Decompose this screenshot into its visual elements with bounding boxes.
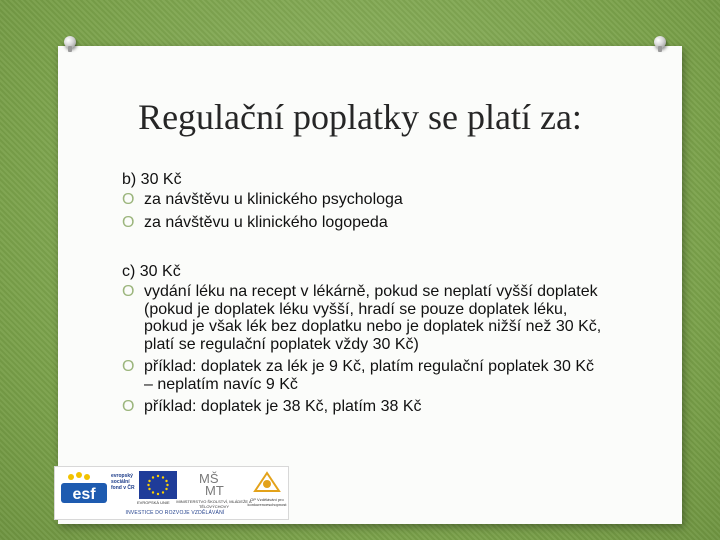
op-vk-logo-icon xyxy=(251,469,283,495)
bullet-icon: O xyxy=(122,398,135,415)
bullet-icon: O xyxy=(122,191,135,208)
section-c-heading: c) 30 Kč xyxy=(122,263,181,280)
svg-text:MT: MT xyxy=(205,483,224,497)
funding-logos-strip xyxy=(54,466,289,520)
list-item-text: příklad: doplatek za lék je 9 Kč, platím regulační poplatek 30 Kč – neplatím navíc 9 Kč xyxy=(144,358,595,393)
list-item xyxy=(122,398,602,416)
list-item xyxy=(122,283,602,353)
list-item-text: za návštěvu u klinického psychologa xyxy=(144,191,403,208)
esf-text: evropský sociální fond v ČR xyxy=(111,473,135,491)
bullet-icon: O xyxy=(122,283,135,300)
bullet-icon: O xyxy=(122,213,135,231)
svg-text:MŠ: MŠ xyxy=(199,471,219,486)
msmt-caption: MINISTERSTVO ŠKOLSTVÍ, MLÁDEŽE A TĚLOVÝCHOVY xyxy=(176,499,252,509)
eu-caption: EVROPSKÁ UNIE xyxy=(137,500,170,505)
slide-title: Regulační poplatky se platí za: xyxy=(138,97,582,137)
right-pushpin-icon xyxy=(652,36,668,54)
list-item xyxy=(122,191,602,209)
section-c-list xyxy=(122,283,602,416)
investment-band: INVESTICE DO ROZVOJE VZDĚLÁVÁNÍ xyxy=(125,510,225,516)
bullet-icon: O xyxy=(122,358,135,375)
list-item xyxy=(122,358,602,393)
svg-text:esf: esf xyxy=(72,486,96,503)
list-item-text: příklad: doplatek je 38 Kč, platím 38 Kč xyxy=(144,398,422,415)
left-pushpin-icon xyxy=(62,36,78,54)
section-b-heading: b) 30 Kč xyxy=(122,171,182,188)
eu-flag-icon xyxy=(139,471,177,499)
list-item xyxy=(122,214,602,232)
list-item-text: za návštěvu u klinického logopeda xyxy=(144,213,388,231)
section-b xyxy=(122,170,602,236)
esf-logo-icon xyxy=(59,469,109,507)
list-item-text: vydání léku na recept v lékárně, pokud se neplatí vyšší doplatek (pokud je doplatek léku vyšší, hradí se pouze doplatek léku, pokud je však lék bez doplatku nebo je doplatek nižší než 30 Kč, platí se regulační poplatek vždy 30 Kč) xyxy=(144,283,602,353)
msmt-logo-icon xyxy=(195,469,231,497)
section-b-list xyxy=(122,191,602,231)
op-caption: OP Vzdělávání pro konkurenceschopnost xyxy=(247,497,287,507)
section-c xyxy=(122,262,602,421)
